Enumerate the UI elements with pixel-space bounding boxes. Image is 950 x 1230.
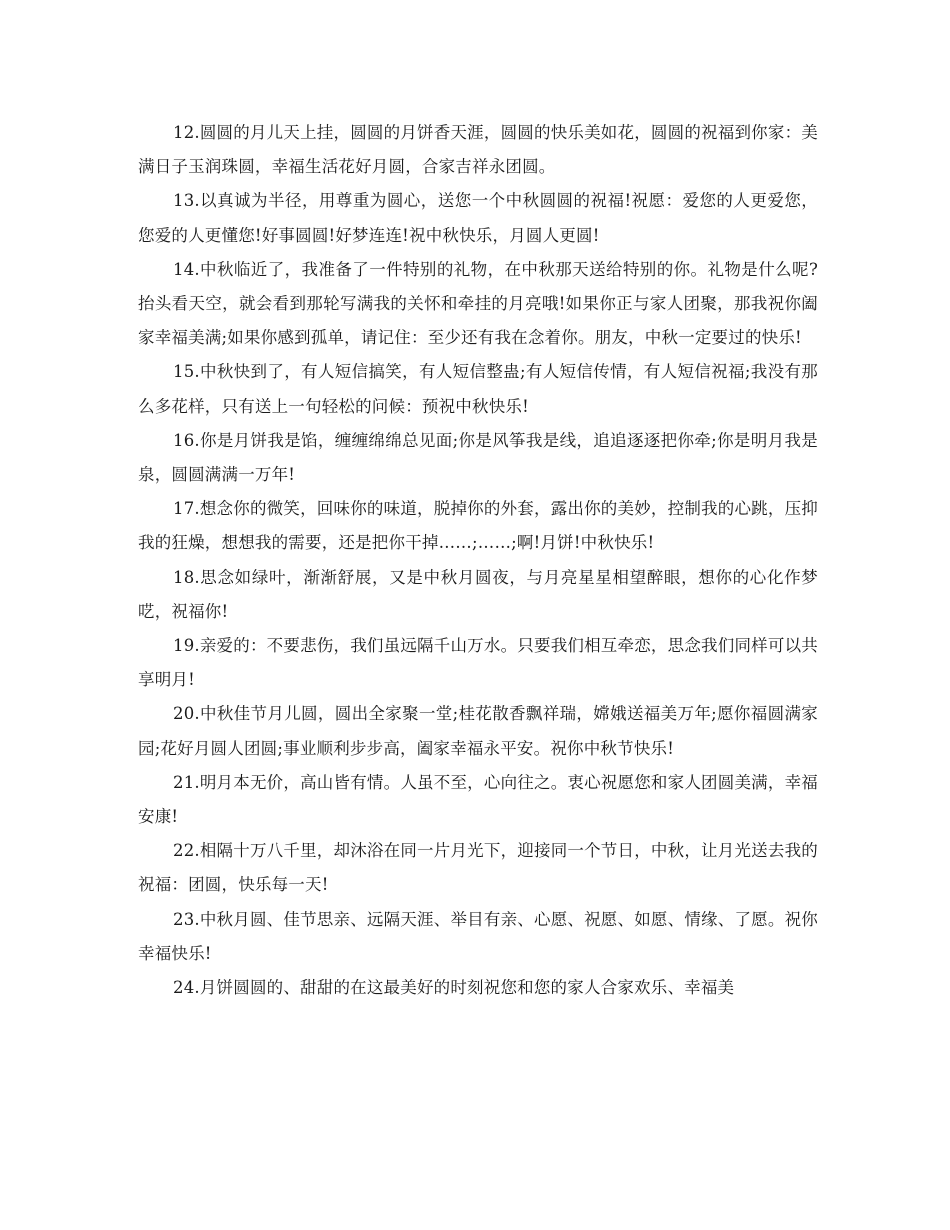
paragraph-24: 24.月饼圆圆的、甜甜的在这最美好的时刻祝您和您的家人合家欢乐、幸福美 bbox=[173, 978, 735, 998]
paragraph-18: 18.思念如绿叶，渐渐舒展，又是中秋月圆夜，与月亮星星相望醉眼，想你的心化作梦呓，祝福你! bbox=[138, 567, 818, 621]
paragraph-13: 13.以真诚为半径，用尊重为圆心，送您一个中秋圆圆的祝福!祝愿：爱您的人更爱您，您爱的人更懂您!好事圆圆!好梦连连!祝中秋快乐，月圆人更圆! bbox=[138, 191, 818, 245]
paragraph-16: 16.你是月饼我是馅，缠缠绵绵总见面;你是风筝我是线，追追逐逐把你牵;你是明月我是泉，圆圆满满一万年! bbox=[138, 430, 818, 485]
paragraph-19: 19.亲爱的：不要悲伤，我们虽远隔千山万水。只要我们相互牵恋，思念我们同样可以共享明月! bbox=[138, 636, 818, 690]
paragraph-17: 17.想念你的微笑，回味你的味道，脱掉你的外套，露出你的美妙，控制我的心跳，压抑我的狂燥，想想我的需要，还是把你干掉……;……;啊!月饼!中秋快乐! bbox=[138, 499, 818, 553]
paragraph-12: 12.圆圆的月儿天上挂，圆圆的月饼香天涯，圆圆的快乐美如花，圆圆的祝福到你家：美满日子玉润珠圆，幸福生活花好月圆，合家吉祥永团圆。 bbox=[138, 123, 818, 177]
paragraph-14: 14.中秋临近了，我准备了一件特别的礼物，在中秋那天送给特别的你。礼物是什么呢?抬头看天空，就会看到那轮写满我的关怀和牵挂的月亮哦!如果你正与家人团聚，那我祝你阖家幸福美满;如果你感到孤单，请记住：至少还有我在念着你。朋友，中秋一定要过的快乐! bbox=[138, 259, 818, 348]
paragraph-20: 20.中秋佳节月儿圆，圆出全家聚一堂;桂花散香飘祥瑞，嫦娥送福美万年;愿你福圆满家园;花好月圆人团圆;事业顺利步步高，阖家幸福永平安。祝你中秋节快乐! bbox=[138, 704, 818, 758]
paragraph-15: 15.中秋快到了，有人短信搞笑，有人短信整蛊;有人短信传情，有人短信祝福;我没有那么多花样，只有送上一句轻松的问候：预祝中秋快乐! bbox=[138, 362, 818, 416]
paragraph-22: 22.相隔十万八千里，却沐浴在同一片月光下，迎接同一个节日，中秋，让月光送去我的祝福：团圆，快乐每一天! bbox=[138, 841, 818, 895]
paragraph-21: 21.明月本无价，高山皆有情。人虽不至，心向往之。衷心祝愿您和家人团圆美满，幸福安康! bbox=[138, 772, 818, 827]
document-body bbox=[138, 116, 818, 1005]
paragraph-23: 23.中秋月圆、佳节思亲、远隔天涯、举目有亲、心愿、祝愿、如愿、情缘、了愿。祝你幸福快乐! bbox=[138, 909, 818, 963]
